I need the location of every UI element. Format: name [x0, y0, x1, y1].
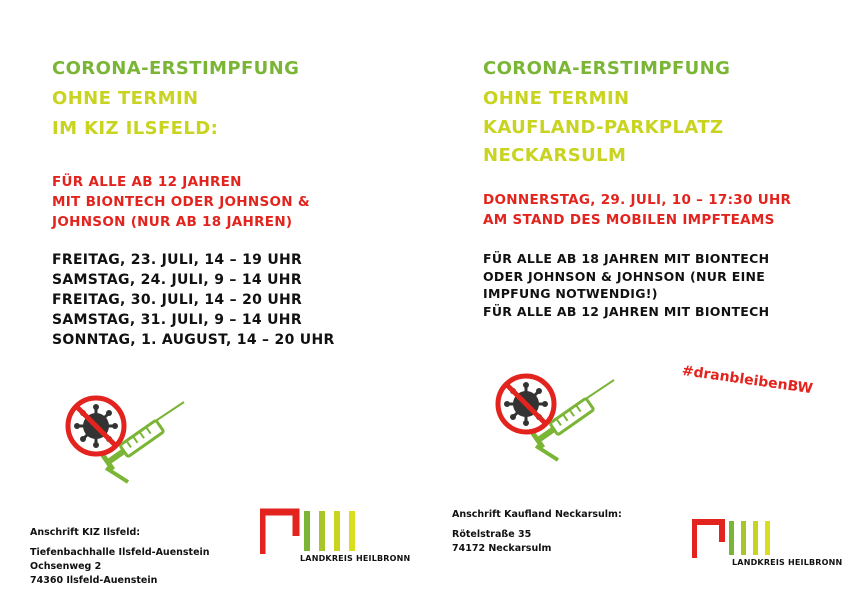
left-title-line1: CORONA-ERSTIMPFUNG [52, 58, 300, 79]
right-date-text [483, 190, 791, 230]
right-info-line: IMPFUNG NOTWENDIG!) [483, 286, 658, 301]
right-title-line1: CORONA-ERSTIMPFUNG [483, 58, 731, 79]
left-eligibility-line: FÜR ALLE AB 12 JAHREN [52, 174, 242, 190]
right-address [452, 528, 551, 556]
right-address-label: Anschrift Kaufland Neckarsulm: [452, 509, 622, 520]
no-virus-vaccine-icon [58, 390, 188, 485]
right-title-line2: OHNE TERMIN [483, 88, 630, 109]
left-address-line: 74360 Ilsfeld-Auenstein [30, 575, 158, 586]
list-item: SONNTAG, 1. AUGUST, 14 – 20 UHR [52, 332, 335, 348]
left-eligibility-line: MIT BIONTECH ODER JOHNSON & [52, 194, 310, 210]
landkreis-heilbronn-logo-left [260, 508, 420, 568]
list-item: SAMSTAG, 24. JULI, 9 – 14 UHR [52, 272, 302, 288]
left-address-label: Anschrift KIZ Ilsfeld: [30, 527, 141, 538]
right-date-line: DONNERSTAG, 29. JULI, 10 – 17:30 UHR [483, 192, 792, 208]
right-address-line: 74172 Neckarsulm [452, 543, 552, 554]
left-title-line3: IM KIZ ILSFELD: [52, 118, 219, 139]
right-info-line: ODER JOHNSON & JOHNSON (NUR EINE [483, 268, 766, 284]
no-virus-vaccine-icon-right [488, 368, 618, 463]
right-info-line: FÜR ALLE AB 18 JAHREN MIT BIONTECH [483, 251, 770, 266]
right-title-line3: KAUFLAND-PARKPLATZ [483, 117, 724, 138]
right-title-line4: NECKARSULM [483, 145, 627, 166]
right-logo-text: LANDKREIS HEILBRONN [732, 558, 843, 567]
left-eligibility-text [52, 172, 310, 232]
logo-mark-icon [260, 508, 360, 558]
landkreis-heilbronn-logo-right [692, 518, 842, 578]
left-eligibility-line: JOHNSON (NUR AB 18 JAHREN) [52, 214, 293, 230]
list-item: FREITAG, 23. JULI, 14 – 19 UHR [52, 252, 303, 268]
right-info-text [483, 250, 769, 320]
left-address [30, 546, 210, 588]
left-date-list [52, 250, 335, 350]
left-logo-text: LANDKREIS HEILBRONN [300, 554, 411, 563]
left-address-line: Tiefenbachhalle Ilsfeld-Auenstein [30, 547, 210, 558]
right-info-line: FÜR ALLE AB 12 JAHREN MIT BIONTECH [483, 303, 770, 319]
right-date-line: AM STAND DES MOBILEN IMPFTEAMS [483, 212, 775, 228]
list-item: SAMSTAG, 31. JULI, 9 – 14 UHR [52, 312, 302, 328]
left-address-line: Ochsenweg 2 [30, 561, 102, 572]
hashtag-dranbleibenbw: #dranbleibenBW [680, 363, 814, 398]
logo-mark-icon [692, 518, 772, 560]
list-item: FREITAG, 30. JULI, 14 – 20 UHR [52, 292, 303, 308]
left-title-line2: OHNE TERMIN [52, 88, 199, 109]
right-address-line: Rötelstraße 35 [452, 529, 532, 540]
